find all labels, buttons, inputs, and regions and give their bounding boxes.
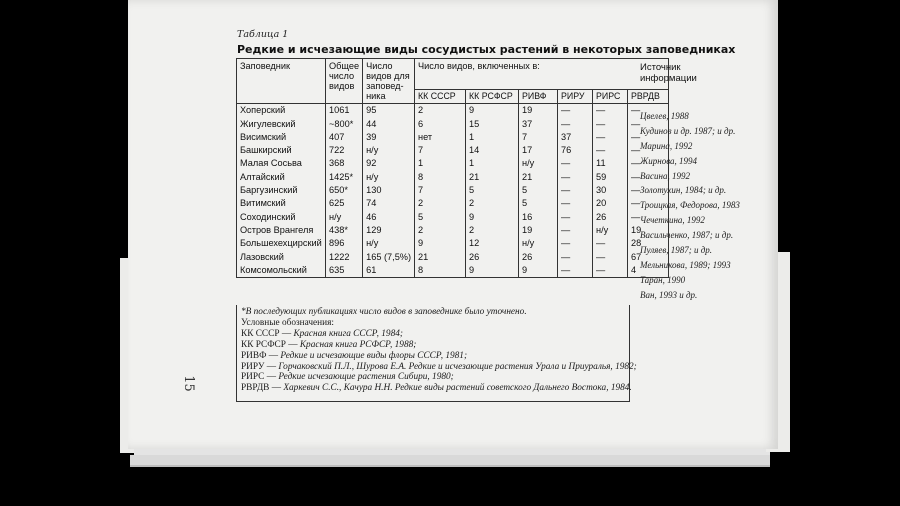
legend-item [241,340,625,351]
header-sub-2: РИВФ [519,90,558,104]
table-cell: — [628,118,669,131]
table-row [237,251,669,264]
reserve-name: Башкирский [237,144,326,157]
table-cell: н/у [363,144,415,157]
table-cell: 26 [519,251,558,264]
table-caption: Таблица 1 [237,29,289,40]
table-cell: 19 [628,224,669,237]
header-total: Общее число видов [326,59,363,104]
reserve-name: Жигулевский [237,118,326,131]
book-edge [130,455,770,467]
header-count: Число видов для заповед-ника [363,59,415,104]
table-cell: — [593,251,628,264]
table-cell: 15 [466,118,519,131]
table-cell: 26 [593,211,628,224]
table-row [237,237,669,250]
legend-item [241,361,637,373]
table-cell: 37 [558,131,593,144]
table-cell: нет [415,131,466,144]
table-cell: — [628,104,669,118]
table-row [237,184,669,197]
table-cell: 438* [326,224,363,237]
table-row [237,131,669,144]
table-cell: 7 [415,184,466,197]
table-cell: 21 [466,171,519,184]
header-reserve: Заповедник [237,59,326,104]
reserve-name: Висимский [237,131,326,144]
legend-item [241,329,625,340]
table-cell: — [628,184,669,197]
header-sub-5: РВРДВ [628,90,669,104]
reserve-name: Алтайский [237,171,326,184]
table-cell: 896 [326,237,363,250]
source-item: Васильченко, 1987; и др. [640,230,734,241]
legend-abbr: РВРДВ — [241,383,284,394]
table-cell: — [558,224,593,237]
reserve-name: Баргузинский [237,184,326,197]
table-cell: 165 (7,5%) [363,251,415,264]
table-cell: — [628,197,669,210]
table-cell: 19 [519,224,558,237]
table-row [237,144,669,157]
table-cell: 16 [519,211,558,224]
table-cell: — [558,264,593,278]
table-cell: 2 [415,104,466,118]
table-cell: 76 [558,144,593,157]
table-cell: н/у [593,224,628,237]
reserve-name: Комсомольский [237,264,326,278]
table-cell: 59 [593,171,628,184]
table-cell: 635 [326,264,363,278]
legend-abbr: РИРУ — [241,361,279,372]
source-item: Жирнова, 1994 [640,155,698,166]
reserve-name: Лазовский [237,251,326,264]
table-cell: 2 [415,197,466,210]
table-cell: 8 [415,171,466,184]
table-cell: 2 [415,224,466,237]
reserve-name: Большехехцирский [237,237,326,250]
table-cell: н/у [363,237,415,250]
table-row [237,104,669,118]
table-cell: — [628,144,669,157]
legend-item [241,372,625,383]
table-cell: 67 [628,251,669,264]
table-cell: — [558,104,593,118]
table-cell: 129 [363,224,415,237]
legend-title: Условные обозначения: [241,317,334,328]
table-cell: 2 [466,224,519,237]
table-cell: — [558,171,593,184]
reserve-name: Витимский [237,197,326,210]
source-item: Таран, 1990 [640,274,686,285]
table-cell: 12 [466,237,519,250]
table-cell: — [593,264,628,278]
table-cell: 1222 [326,251,363,264]
legend-item [241,351,625,362]
table-cell: 44 [363,118,415,131]
table-cell: 26 [466,251,519,264]
table-cell: 20 [593,197,628,210]
table-cell: — [628,211,669,224]
table-cell: ~800* [326,118,363,131]
table-cell: 37 [519,118,558,131]
table-cell: н/у [519,157,558,170]
table-cell: 1061 [326,104,363,118]
source-list [640,110,740,304]
table-cell: 9 [466,264,519,278]
table-cell: — [558,237,593,250]
header-sub-3: РИРУ [558,90,593,104]
table-cell: н/у [326,211,363,224]
table-row [237,157,669,170]
table-cell: 625 [326,197,363,210]
legend-abbr: КК СССР — [241,328,294,339]
table-cell: — [593,131,628,144]
table-cell: 1 [466,157,519,170]
reserve-name: Остров Врангеля [237,224,326,237]
footnote: *В последующих публикациях число видов в заповеднике было уточнено. [241,307,527,317]
table-cell: 368 [326,157,363,170]
source-item: Пуляев, 1987; и др. [640,245,713,256]
table-row [237,197,669,210]
table-cell: 21 [415,251,466,264]
table-cell: 21 [519,171,558,184]
legend-text: Горчаковский П.Л., Шурова Е.А. Редкие и исчезающие растения Урала и Приуралья, 1982; [278,361,637,372]
table-cell: — [593,144,628,157]
table-cell: — [558,184,593,197]
table-cell: 9 [519,264,558,278]
table-cell: — [558,118,593,131]
table-cell: — [593,237,628,250]
table-cell: 8 [415,264,466,278]
table-cell: — [628,171,669,184]
table-cell: 11 [593,157,628,170]
table-cell: — [558,251,593,264]
table-cell: 1 [415,157,466,170]
table-cell: 9 [466,104,519,118]
table-cell: 2 [466,197,519,210]
book-edge-inner [134,449,770,455]
notes-block [236,305,637,402]
table-title: Редкие и исчезающие виды сосудистых растений в некоторых заповедниках [237,43,736,56]
table-cell: 46 [363,211,415,224]
reserve-name: Малая Сосьва [237,157,326,170]
source-item: Марина, 1992 [640,140,693,151]
source-item: Васина, 1992 [640,170,690,181]
legend-text: Красная книга РСФСР, 1988; [299,339,417,350]
table-cell: 5 [519,197,558,210]
table-cell: 39 [363,131,415,144]
table-cell: 650* [326,184,363,197]
table-cell: н/у [363,171,415,184]
header-included: Число видов, включенных в: [415,59,669,90]
source-item: Ван, 1993 и др. [640,289,698,300]
header-sub-0: КК СССР [415,90,466,104]
header-sub-4: РИРС [593,90,628,104]
table-cell: 19 [519,104,558,118]
table-row [237,224,669,237]
table-cell: 1 [466,131,519,144]
table-cell: 92 [363,157,415,170]
legend-item [241,383,632,394]
table-cell: 7 [415,144,466,157]
source-item: Мельникова, 1989; 1993 [640,259,731,270]
header-sub-1: КК РСФСР [466,90,519,104]
table-row [237,118,669,131]
table-row [237,264,669,278]
table-row [237,211,669,224]
table-cell: 5 [415,211,466,224]
source-item: Чечеткина, 1992 [640,215,705,226]
legend-abbr: РИРС — [241,372,279,383]
table-cell: 4 [628,264,669,278]
source-item: Цвелев, 1988 [640,111,689,121]
table-cell: 722 [326,144,363,157]
source-item: Кудинов и др. 1987; и др. [640,125,736,136]
legend-text: Редкие исчезающие растения Сибири, 1980; [278,372,454,383]
species-table [236,58,669,278]
table-cell: — [628,131,669,144]
legend-abbr: РИВФ — [241,350,281,361]
reserve-name: Хоперский [237,104,326,118]
table-cell: — [558,211,593,224]
table-cell: 5 [466,184,519,197]
table-cell: — [628,157,669,170]
table-row [237,171,669,184]
legend-text: Красная книга СССР, 1984; [293,328,403,339]
table-cell: 7 [519,131,558,144]
header-source-text: Источник информации [640,62,697,84]
table-cell: 130 [363,184,415,197]
table-cell: 1425* [326,171,363,184]
table-cell: — [593,118,628,131]
table-cell: 28 [628,237,669,250]
table-cell: 5 [519,184,558,197]
table-cell: 6 [415,118,466,131]
table-cell: — [558,157,593,170]
table-cell: 61 [363,264,415,278]
page-number: 15 [180,375,196,392]
legend-text: Редкие и исчезающие виды флоры СССР, 1981; [280,350,468,361]
table-cell: н/у [519,237,558,250]
table-cell: 407 [326,131,363,144]
legend-abbr: КК РСФСР — [241,339,300,350]
reserve-name: Соходинский [237,211,326,224]
table-cell: 17 [519,144,558,157]
table-cell: 30 [593,184,628,197]
legend-text: Харкевич С.С., Качура Н.Н. Редкие виды растений советского Дальнего Востока, 1984. [283,383,632,394]
source-item: Золотухин, 1984; и др. [640,185,727,196]
table-cell: 9 [415,237,466,250]
table-cell: 9 [466,211,519,224]
table-cell: — [593,104,628,118]
table-cell: 95 [363,104,415,118]
header-source [640,62,710,84]
source-item: Троицкая, Федорова, 1983 [640,200,740,211]
table-cell: — [558,197,593,210]
table-cell: 74 [363,197,415,210]
table-cell: 14 [466,144,519,157]
